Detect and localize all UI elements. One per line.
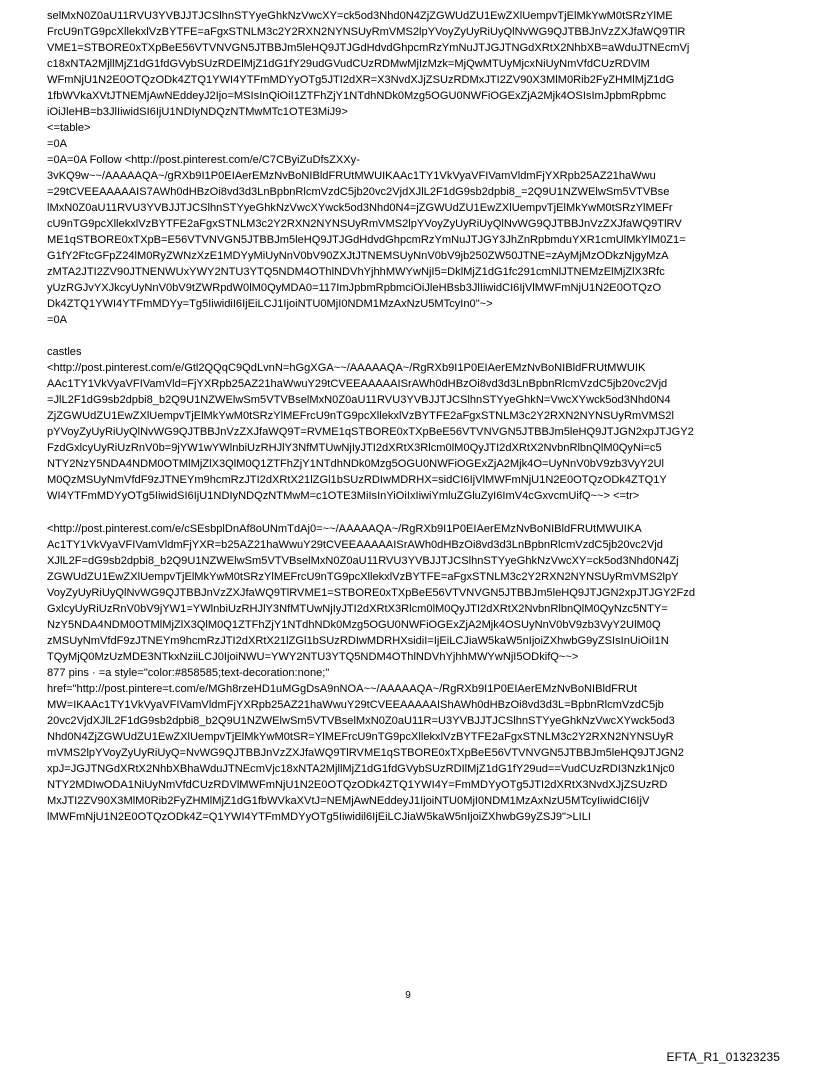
text-line: =0A=0A Follow <http://post.pinterest.com/e/C7CByiZuDfsZXXy-	[47, 154, 360, 167]
text-line: yUzRGJvYXJkcyUyNnV0bV9tZWRpdW0lM0QyMDA0=117ImJpbmRpbmciOiJleHBsb3JlIiwidCI6IjVlMWFmNjU1N2E0OTQzO	[47, 282, 662, 295]
text-line: NTY2MDIwODA1NiUyNmVfdCUzRDVlMWFmNjU1N2E0OTQzODk4ZTQ1YWI4Y=FmMDYyOTg5JTI2dXRtX3NvdXJjZSUzRD	[47, 778, 668, 791]
text-line: iOiJleHB=b3JlIiwidSI6IjU1NDIyNDQzNTMwMTc1OTE3MiJ9>	[47, 106, 348, 119]
text-line: zMSUyNmVfdF9zJTNEYm9hcmRzJTI2dXRtX21lZGl1bSUzRDIwMDRHXsidiI=IjEiLCJiaW5kaW5nIjoiZXhwbG9yZSIsInUiOiI1N	[47, 634, 669, 647]
page-number: 9	[405, 990, 411, 1001]
text-line: G1fY2FtcGFpZ24lM0RyZWNzXzE1MDYyMiUyNnV0bV90ZXJtJTNEMSUyNnV0bV9jb250ZW50JTNE=zAyMjMzODkzNjgyMzA	[47, 250, 669, 263]
text-line: M0QzMSUyNmVfdF9zJTNEYm9hcmRzJTI2dXRtX21lZGl1bSUzRDIwMDRHX=sidCI6IjVlMWFmNjU1N2E0OTQzODk4ZTQ1Y	[47, 474, 667, 487]
document-id: EFTA_R1_01323235	[666, 1050, 780, 1064]
text-line: WI4YTFmMDYyOTg5IiwidSI6IjU1NDIyNDQzNTMwM=c1OTE3MiIsInYiOiIxIiwiYmluZGluZyI6ImV4cGxvcmUifQ~~> <=tr>	[47, 490, 640, 503]
text-line: VoyZyUyRiUyQlNvWG9QJTBBJnVzZXJfaWQ9TlRVME1=STBORE0xTXpBeE56VTVNVGN5JTBBJm5leHQ9JTJGN2xpJTJGY2Fzd	[47, 586, 696, 599]
document-body	[47, 8, 769, 825]
text-line: FrcU9nTG9pcXllekxlVzBYTFE=aFgxSTNLM3c2Y2RXN2NYNSUyRmVMS2lpYVoyZyUyRiUyQlNvWG9QJTBBJnVzZXJfaWQ9TlR	[47, 26, 686, 39]
text-line: selMxN0Z0aU11RVU3YVBJJTJCSlhnSTYyeGhkNzVwcXY=ck5od3Nhd0N4ZjZGWUdZU1EwZXlUempvTjElMkYwM0tSRzYlME	[47, 10, 673, 22]
text-line: lMxN0Z0aU11RVU3YVBJJTJCSlhnSTYyeGhkNzVwcXYwck5od3Nhd0N4=jZGWUdZU1EwZXlUempvTjElMkYwM0tSRzYlMEFr	[47, 202, 673, 215]
text-line: xpJ=JGJTNGdXRtX2NhbXBhaWduJTNEcmVjc18xNTA2MjllMjZ1dG1fdGVybSUzRDIlMjZ1dG1fY29ud==VudCUzRDI3Nzk1Njc0	[47, 762, 675, 775]
text-line: ZjZGWUdZU1EwZXlUempvTjElMkYwM0tSRzYlMEFrcU9nTG9pcXllekxlVzBYTFE2aFgxSTNLM3c2Y2RXN2NYNSUyRmVMS2l	[47, 410, 674, 423]
text-line: castles	[47, 346, 82, 359]
text-line: c18xNTA2MjllMjZ1dG1fdGVybSUzRDElMjZ1dG1fY29udGVudCUzRDMwMjIzMzk=MjQwMTUyMjcxNiUyNmVfdCUzRDVlM	[47, 58, 650, 71]
text-line: XJlL2F=dG9sb2dpbi8_b2Q9U1NZWElwSm5VTVBselMxN0Z0aU11RVU3YVBJJTJCSlhnSTYyeGhkNzVwcXY=ck5od3Nhd0N4Zj	[47, 554, 679, 567]
text-line: pYVoyZyUyRiUyQlNvWG9QJTBBJnVzZXJfaWQ9T=RVME1qSTBORE0xTXpBeE56VTVNVGN5JTBBJm5leHQ9JTJGN2xpJTJGY2	[47, 426, 694, 439]
text-line: <http://post.pinterest.com/e/Gtl2QQqC9QdLvnN=hGgXGA~~/AAAAAQA~/RgRXb9I1P0EIAerEMzNvBoNIBldFRUtMWUIK	[47, 362, 646, 375]
text-line: cU9nTG9pcXllekxlVzBYTFE2aFgxSTNLM3c2Y2RXN2NYNSUyRmVMS2lpYVoyZyUyRiUyQlNvWG9QJTBBJnVzZXJfaWQ9TlRV	[47, 218, 682, 231]
text-line: FzdGxlcyUyRiUzRnV0b=9jYW1wYWlnbiUzRHJlY3NfMTUwNjIyJTI2dXRtX3Rlcm0lM0QyJTI2dXRtX2NvbnRlbnQlM0QyNi=c5	[47, 442, 662, 455]
text-line: 877 pins · =a style="color:#858585;text-decoration:none;"	[47, 666, 330, 679]
text-line: href="http://post.pintere=t.com/e/MGh8rzeHD1uMGgDsA9nNOA~~/AAAAAQA~/RgRXb9I1P0EIAerEMzNvBoNIBldFRUt	[47, 682, 638, 695]
text-line: lMWFmNjU1N2E0OTQzODk4Z=Q1YWI4YTFmMDYyOTg5Iiwidil6IjEiLCJiaW5kaW5nIjoiZXhwbG9yZSJ9">LILI	[47, 810, 591, 823]
text-line: Dk4ZTQ1YWI4YTFmMDYy=Tg5IiwidiI6IjEiLCJ1IjoiNTU0MjI0NDM1MzAxNzU5MTcyIn0"~>	[47, 298, 493, 311]
text-line: =29tCVEEAAAAAIS7AWh0dHBzOi8vd3d3LnBpbnRlcmVzdC5jb20vc2VjdXJlL2F1dG9sb2dpbi8_=2Q9U1NZWElwSm5VTVBse	[47, 186, 670, 199]
text-line: <http://post.pinterest.com/e/cSEsbplDnAf8oUNmTdAj0=~~/AAAAAQA~/RgRXb9I1P0EIAerEMzNvBoNIBldFRUtMWUIKA	[47, 522, 642, 535]
text-line: Ac1TY1VkVyaVFIVamVldmFjYXR=b25AZ21haWwuY29tCVEEAAAAAISrAWh0dHBzOi8vd3d3LnBpbnRlcmVzdC5jb20vc2Vjd	[47, 538, 663, 551]
text-line: WFmNjU1N2E0OTQzODk4ZTQ1YWI4YTFmMDYyOTg5JTI2dXR=X3NvdXJjZSUzRDMxJTI2ZV90X3MlM0Rib2FyZHMlMjZ1dG	[47, 74, 675, 87]
text-line: GxlcyUyRiUzRnV0bV9jYW1=YWlnbiUzRHJlY3NfMTUwNjIyJTI2dXRtX3Rlcm0lM0QyJTI2dXRtX2NvbnRlbnQlM0QyNzc5NTY=	[47, 602, 668, 615]
text-line: VME1=STBORE0xTXpBeE56VTVNVGN5JTBBJm5leHQ9JTJGdHdvdGhpcmRzYmNuJTJGJTNGdXRtX2NhbXB=aWduJTNEcmVj	[47, 42, 690, 55]
text-line: =0A	[47, 314, 68, 327]
blank-line	[47, 504, 769, 520]
text-line: zMTA2JTI2ZV90JTNENWUxYWY2NTU3YTQ5NDM4OThlNDVhYjhhMWYwNjI5=DklMjZ1dG1fc291cmNlJTNEMzElMjZlX3Rfc	[47, 266, 665, 279]
text-line: AAc1TY1VkVyaVFIVamVld=FjYXRpb25AZ21haWwuY29tCVEEAAAAAISrAWh0dHBzOi8vd3d3LnBpbnRlcmVzdC5jb20vc2Vjd	[47, 378, 668, 391]
text-line: ZGWUdZU1EwZXlUempvTjElMkYwM0tSRzYlMEFrcU9nTG9pcXllekxlVzBYTFE=aFgxSTNLM3c2Y2RXN2NYNSUyRmVMS2lpY	[47, 570, 679, 583]
blank-line	[47, 328, 769, 344]
text-line: mVMS2lpYVoyZyUyRiUyQ=NvWG9QJTBBJnVzZXJfaWQ9TlRVME1qSTBORE0xTXpBeE56VTVNVGN5JTBBJm5leHQ9JTJGN2	[47, 746, 684, 759]
text-line: 1fbWVkaXVtJTNEMjAwNEddeyJ2Ijo=MSIsInQiOiI1ZTFhZjY1NTdhNDk0Mzg5OGU0NWFiOGExZjA2Mjk4OSIsImJpbmRpbmc	[47, 90, 667, 103]
text-line: ME1qSTBORE0xTXpB=E56VTVNVGN5JTBBJm5leHQ9JTJGdHdvdGhpcmRzYmNuJTJGY3JhZnRpbmduYXR1cmUlMkYlM0Z1=	[47, 234, 686, 247]
text-line: 3vKQ9w~~/AAAAAQA~/gRXb9I1P0EIAerEMzNvBoNIBldFRUtMWUIKAAc1TY1VkVyaVFIVamVldmFjYXRpb25AZ21haWwu	[47, 170, 656, 183]
text-line: MW=IKAAc1TY1VkVyaVFIVamVldmFjYXRpb25AZ21haWwuY29tCVEEAAAAAIShAWh0dHBzOi8vd3d3L=BpbnRlcmVzdC5jb	[47, 698, 664, 711]
text-line: MxJTI2ZV90X3MlM0Rib2FyZHMlMjZ1dG1fbWVkaXVtJ=NEMjAwNEddeyJ1IjoiNTU0MjI0NDM1MzAxNzU5MTcyIiwidCI6IjV	[47, 794, 650, 807]
text-line: =JlL2F1dG9sb2dpbi8_b2Q9U1NZWElwSm5VTVBselMxN0Z0aU11RVU3YVBJJTJCSlhnSTYyeGhkN=VwcXYwck5od3Nhd0N4	[47, 394, 671, 407]
text-line: =0A	[47, 138, 68, 151]
text-line: <=table>	[47, 122, 91, 135]
text-line: Nhd0N4ZjZGWUdZU1EwZXlUempvTjElMkYwM0tSR=YlMEFrcU9nTG9pcXllekxlVzBYTFE2aFgxSTNLM3c2Y2RXN2NYNSUyR	[47, 730, 674, 743]
text-line: 20vc2VjdXJlL2F1dG9sb2dpbi8_b2Q9U1NZWElwSm5VTVBselMxN0Z0aU11R=U3YVBJJTJCSlhnSTYyeGhkNzVwcXYwck5od3	[47, 714, 675, 727]
text-line: NzY5NDA4NDM0OTMlMjZlX3QlM0Q1ZTFhZjY1NTdhNDk0Mzg5OGU0NWFiOGExZjA2Mjk4OSUyNnV0bV9zb3VyY2UlM0Q	[47, 618, 661, 631]
text-line: TQyMjQ0MzUzMDE3NTkxNziiLCJ0IjoiNWU=YWY2NTU3YTQ5NDM4OThlNDVhYjhhMWYwNjI5ODkifQ~~>	[47, 650, 579, 663]
text-line: NTY2NzY5NDA4NDM0OTMlMjZlX3QlM0Q1ZTFhZjY1NTdhNDk0Mzg5OGU0NWFiOGExZjA2Mjk4O=UyNnV0bV9zb3VyY2Ul	[47, 458, 664, 471]
